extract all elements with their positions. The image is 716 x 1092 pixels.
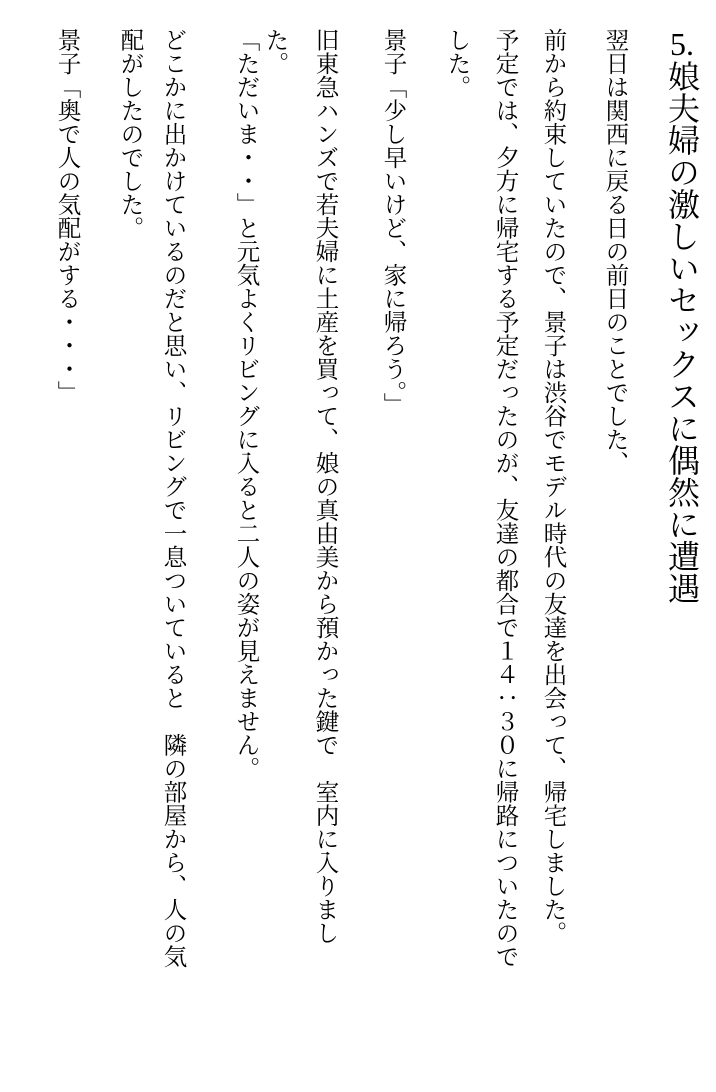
title-text: 娘夫婦の激しいセックスに偶然に遭遇 [664,60,700,604]
text-line-11-keiko-dialogue: 景子「奥で人の気配がする・・・」 [53,28,80,404]
text-line-4: した。 [443,28,470,99]
text-line-10: 配がしたのでした。 [116,28,143,240]
text-line-9: どこかに出かけているのだと思い、リビングで一息ついていると 隣の部屋から、人の気 [159,28,186,968]
title-chapter-number: 5. [670,28,694,60]
page-title [666,28,698,604]
text-line-5-keiko-dialogue: 景子「少し早いけど、家に帰ろう。」 [379,28,406,416]
text-line-3: 予定では、夕方に帰宅する予定だったのが、友達の都合で１４：３０に帰路についたので [491,28,518,968]
text-line-7: た。 [261,28,288,75]
text-line-1: 翌日は関西に戻る日の前日のことでした、 [601,28,628,475]
text-line-8-tadaima-dialogue: 「ただいま・・」と元気よくリビングに入ると二人の姿が見えません。 [232,28,259,780]
text-line-2: 前から約束していたので、景子は渋谷でモデル時代の友達を出会って、帰宅しました。 [539,28,566,945]
text-line-6: 旧東急ハンズで若夫婦に土産を買って、娘の真由美から預かった鍵で 室内に入りまし [311,28,338,945]
